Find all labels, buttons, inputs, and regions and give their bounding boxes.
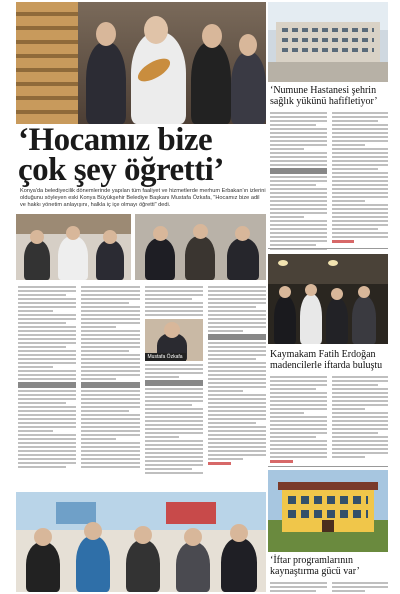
main-subhead: Konya'da belediyecilik dönemlerinde yapılan tüm faaliyet ve hizmetlerde merhum Erbakan'ın izlerini olduğunu söyleyen eski Konya Büyükşehir Belediye Başkanı Mustafa Özkafa, "Hocamız bize adil ve hakkı yönetim anlayışını, halkla iç içe olmayı öğretti" dedi. xyxy=(20,188,266,208)
iftar-building-photo xyxy=(268,470,388,552)
iftar-miners-title-line1: Kaymakam Fatih Erdoğan xyxy=(270,349,376,360)
main-headline-line1: ‘Hocamız bize xyxy=(18,122,213,158)
main-headline-line2: çok şey öğretti’ xyxy=(18,152,224,188)
hospital-body-columns xyxy=(270,112,388,244)
portrait-caption: Mustafa Özkafa xyxy=(145,353,186,361)
right-divider-1 xyxy=(268,248,388,249)
iftar-miners-title-line2: madencilerle iftarda buluştu xyxy=(270,360,383,371)
main-body-columns xyxy=(18,286,266,490)
meeting-photo-2 xyxy=(135,214,266,280)
right-divider-2 xyxy=(268,466,388,467)
iftar-miners-body-columns xyxy=(270,376,388,464)
iftar-power-title-line2: kaynaştırma gücü var’ xyxy=(270,566,360,577)
main-body-col-4 xyxy=(208,286,266,490)
main-body-col-3 xyxy=(145,286,203,490)
iftar-power-body-columns xyxy=(270,582,388,592)
bottom-group-photo xyxy=(16,492,266,592)
hospital-title-line1: ‘Numune Hastanesi şehrin xyxy=(270,85,377,96)
hospital-title-line2: sağlık yükünü hafifletiyor’ xyxy=(270,96,378,107)
meeting-photo-1 xyxy=(16,214,131,280)
main-body-col-1 xyxy=(18,286,76,490)
iftar-miners-photo xyxy=(268,254,388,344)
hospital-photo xyxy=(268,2,388,82)
main-photo-bread xyxy=(16,2,266,124)
main-body-col-2 xyxy=(81,286,139,490)
iftar-power-title-line1: ‘İftar programlarının xyxy=(270,555,354,566)
portrait-photo xyxy=(145,319,203,361)
